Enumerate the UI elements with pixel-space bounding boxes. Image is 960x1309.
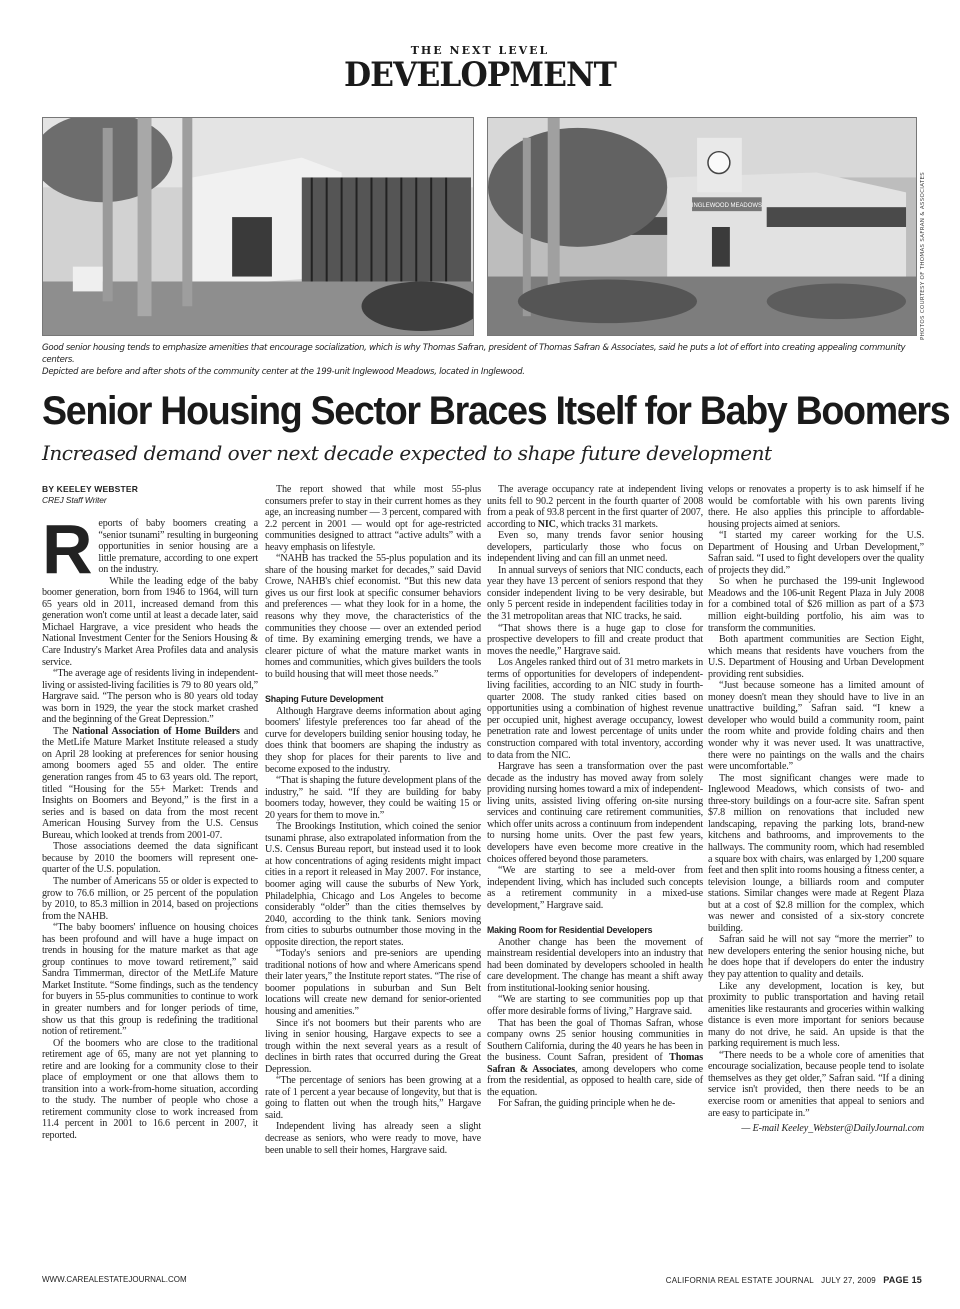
paragraph: Like any development, location is key, but proximity to public transportation and having retail amenities like restaurants and groceries within walking distance is even more important for seniors because many do not drive, he said. An upside is that the parking requirement is much less.	[708, 980, 924, 1050]
caption-line: Good senior housing tends to emphasize amenities that encourage socialization, which is why Thomas Safran, president of Thomas Safran & Associates, said he puts a lot of effort into creating appealing community centers.	[42, 343, 906, 365]
paragraph: Even so, many trends favor senior housing developers, particularly those who focus on independent living and can fill an unmet need.	[487, 530, 703, 565]
photo-credit: PHOTOS COURTESY OF THOMAS SAFRAN & ASSOCIATES	[920, 171, 926, 340]
author-role: CREJ Staff Writer	[42, 495, 107, 505]
subhead: Making Room for Residential Developers	[487, 925, 653, 936]
paragraph: “The percentage of seniors has been growing at a rate of 1 percent a year because of longevity, but that is going to flatten out when the trough hits,” Hargave said.	[265, 1075, 481, 1121]
paragraph: “We are starting to see communities pop up that offer more desirable forms of living,” Hargrave said.	[487, 994, 703, 1018]
paragraph: Both apartment communities are Section Eight, which means that residents have vouchers from the U.S. Department of Housing and Urban Development providing rent subsidies.	[708, 634, 924, 680]
paragraph: For Safran, the guiding principle when he de-	[498, 1098, 676, 1110]
building-sign: INGLEWOOD MEADOWS	[691, 203, 762, 210]
paragraph: Los Angeles ranked third out of 31 metro markets in terms of opportunities for developers of independent-living facilities, according to an NIC study in fourth-quarter 2008. The study ranked cities based on opportunities using a combination of highest revenue per occupied unit, highest average occupancy, lowest penetration rate and lowest percentage of units under construction compared with total inventory, according to data from the NIC.	[487, 657, 703, 761]
paragraph: The number of Americans 55 or older is expected to grow to 76.6 million, or 25 percent of the population by 2010, to 85.3 million in 2014, based on projections from the NAHB.	[42, 875, 258, 922]
photo-before-community-center	[42, 117, 474, 336]
paragraph: Another change has been the movement of mainstream residential developers into an industry that had been dominated by developers schooled in health care development. The change has meant a shift away from institutional-looking senior housing.	[487, 936, 703, 994]
paragraph: The report showed that while most 55-plus consumers prefer to stay in their current homes as they age, an increasing number — 3 percent, compared with 2.2 percent in 2001 — would opt for age-restricted communities designed to attract “active adults” with a heavy emphasis on lifestyle.	[265, 484, 481, 553]
headline: Senior Housing Sector Braces Itself for Baby Boomers	[42, 389, 950, 433]
section-title: DEVELOPMENT	[343, 55, 617, 95]
paragraph: While the leading edge of the baby boomer generation, born from 1946 to 1964, will turn 65 years old in 2011, increased demand from this generation won't come until at least a decade later, said Michael Hargrave, a vice president who heads the National Investment Center for the Seniors Housing & Care Industry's Market Area Profiles data and analysis service.	[42, 575, 258, 668]
author-email: — E-mail Keeley_Webster@DailyJournal.com	[741, 1123, 924, 1135]
page-footer	[42, 1274, 922, 1286]
section-kicker: THE NEXT LEVEL	[410, 44, 550, 57]
paragraph: The average occupancy rate at independent living units fell to 90.2 percent in the fourth quarter of 2008 from a peak of 93.8 percent in the first quarter of 2007, according to NIC, which tracks 31 markets.	[487, 484, 703, 530]
paragraph: “I started my career working for the U.S. Department of Housing and Urban Development,” Safran said. “I used to fight developers over the quality of projects they did.”	[708, 530, 924, 576]
drop-cap: R	[42, 510, 93, 588]
paragraph: “The baby boomers' influence on housing choices has been profound and will have a huge impact on trends in housing for the mature market as that age group continues to move toward retirement,” said Sandra Timmerman, director of the MetLife Mature Market Institute. “Some findings, such as the tendency for buyers in 55-plus communities to continue to work in greater numbers and for longer periods of time, show us that this group is redefining the traditional notion of retirement.”	[42, 922, 258, 1038]
paragraph: “The average age of residents living in independent-living or assisted-living facilities is 79 to 80 years old,” Hargrave said. “The person who is 80 years old today was born in 1929, the year the stock market crashed and the beginning of the Great Depression.”	[42, 668, 258, 726]
paragraph: In annual surveys of seniors that NIC conducts, each year they have 13 percent of seniors respond that they consider independent living to be very desirable, but only 5 percent reside in independent facilities today in the 31 metropolitan areas that NIC tracks, he said.	[487, 564, 703, 623]
paragraph: The most significant changes were made to Inglewood Meadows, which consists of two- and three-story buildings on a four-acre site. Safran spent $7.8 million on renovations that included new landscaping, repaving the parking lots, brand-new kitchens and bathrooms, and improvements to the hallways. The community room, which had resembled a square box with chairs, was enlarged by 1,200 square feet and then split into rooms housing a fitness center, a television lounge, a billiards room and computer stations. Similar changes were made at Regent Plaza but at a cost of $2.8 million for the complex, which was newer and consisted of a six-story concrete building.	[708, 772, 924, 934]
paragraph: The National Association of Home Builders and the MetLife Mature Market Institute released a study on April 28 looking at preferences for senior housing among boomers aged 55 and older. The entire generation ranges from 45 to 63 years old. The report, titled “Housing for the 55+ Market: Trends and Insights on Boomers and Beyond,” is the first in a series and is based on data from the most recent American Housing Survey from the U.S. Census Bureau, which looked at trends from 2001-07.	[42, 725, 258, 841]
paragraph: The Brookings Institution, which coined the senior tsunami phrase, also extrapolated information from the U.S. Census Bureau report, but instead used it to look at how concentrations of aging residents might impact cities in a report it released in May 2007. For instance, boomer aging will cause the suburbs of New York, Philadelphia, Chicago and Los Angeles to become considerably “older” than the cities themselves by 2040, according to the think tank. Seniors moving from cities to suburbs outnumber those moving in the opposite direction, the report states.	[265, 821, 481, 948]
footer-website: WWW.CAREALESTATEJOURNAL.COM	[42, 1275, 187, 1284]
article-column-2	[265, 484, 481, 1156]
paragraph: “That is shaping the future development plans of the industry,” he said. “If they are building for baby boomers today, however, they could be waiting 15 or 20 years for them to move in.”	[265, 775, 481, 821]
byline: BY KEELEY WEBSTER	[42, 484, 139, 494]
paragraph: “We are starting to see a meld-over from independent living, which has included such concepts as a retirement community in a mixed-use development,” Hargrave said.	[487, 865, 703, 911]
lead-paragraph: Reports of baby boomers creating a “senior tsunami” resulting in burgeoning opportunities in senior housing are a little premature, according to one expert on the industry.	[42, 510, 258, 588]
photo-after-community-center	[487, 117, 917, 336]
subhead: Shaping Future Development	[265, 694, 384, 705]
paragraph: “NAHB has tracked the 55-plus population and its share of the housing market for decades,” said David Crowe, NAHB's chief economist. “But this new data gives us our first look at specific consumer behaviors and preferences — what they look for in a home, the reasons why they move, the characteristics of the communities they choose — over an extended period of time. By examining emerging trends, we have a clearer picture of what the mature market wants in homes and communities, which gives builders the tools to build housing that will meet those needs.”	[265, 553, 481, 680]
footer-publication: CALIFORNIA REAL ESTATE JOURNAL JULY 27, 2009 PAGE 15	[665, 1275, 922, 1285]
photo-caption	[42, 342, 922, 378]
paragraph: Those associations deemed the data significant because by 2010 the boomers will represent one-quarter of the U.S. population.	[42, 841, 258, 876]
article-column-3	[487, 484, 703, 1110]
paragraph: velops or renovates a property is to ask himself if he would be comfortable with his own parents living there. He also applies this principle to affordable-housing projects aimed at seniors.	[708, 484, 924, 530]
paragraph: “That shows there is a huge gap to close for prospective developers to fill and create product that moves the needle,” Hargrave said.	[487, 622, 703, 657]
paragraph: “There needs to be a whole core of amenities that encourage socialization, because people tend to isolate themselves as they get older,” Safran said. “If a dining service isn't provided, then there needs to be an exercise room or amenities that appeal to seniors and are easy to participate in.”	[708, 1049, 924, 1119]
caption-line: Depicted are before and after shots of the community center at the 199-unit Inglewood Meadows, located in Inglewood.	[42, 367, 525, 377]
deck: Increased demand over next decade expected to shape future development	[42, 441, 772, 465]
masthead	[0, 44, 960, 93]
paragraph: Independent living has already seen a slight decrease as seniors, who were ready to move, have been unable to sell their homes, Hargrave said.	[265, 1121, 481, 1156]
paragraph: So when he purchased the 199-unit Inglewood Meadows and the 106-unit Regent Plaza in July 2008 for a combined total of $26 million as part of a $73 million eight-building portfolio, his aim was to transform the communities.	[708, 576, 924, 634]
page-number: PAGE 15	[883, 1275, 922, 1285]
paragraph: Hargrave has seen a transformation over the past decade as the industry has moved away from solely providing nursing homes toward a mix of independent-living units, assisted living offering on-site nursing services and continuing care retirement communities, which offer units across a continuum from independent to nursing home units. Over the past few years, developers have even become more creative in the choices offered beyond those parameters.	[487, 761, 703, 865]
paragraph: “Today's seniors and pre-seniors are upending traditional notions of how and where Americans spend their later years,” the Institute report states. “The rise of boomer populations in suburban and Sun Belt locations will create new demand for senior-oriented housing and amenities.”	[265, 948, 481, 1018]
paragraph: That has been the goal of Thomas Safran, whose company owns 25 senior housing communities in Southern California, during the 40 years he has been in the business. Count Safran, president of Thomas Safran & Associates, among developers who come from the residential, as opposed to health care, side of the equation.	[487, 1017, 703, 1098]
paragraph: Safran said he will not say “more the merrier” to new developers entering the senior housing niche, but he does hope that if developers do enter the industry they pay attention to quality and details.	[708, 934, 924, 980]
article-column-4	[708, 484, 924, 1135]
paragraph: Of the boomers who are close to the traditional retirement age of 65, many are not yet planning to retire and are looking for a community close to their place of employment or one that allows them to transition into a work-from-home situation, according to the study. The number of people who chose a retirement community close to work increased from 11.4 percent in 2001 to 16.6 percent in 2007, it reported.	[42, 1037, 258, 1141]
paragraph: “Just because someone has a limited amount of money doesn't mean they should have to live in an unattractive building,” Safran said. “I knew a developer who would build a community room, paint the room white and provide folding chairs and then wonder why it was never used. It was unattractive, there were no paintings on the walls and the chairs were uncomfortable.”	[708, 680, 924, 773]
paragraph: Although Hargrave deems information about aging boomers' lifestyle preferences too far ahead of the curve for developers building senior housing today, he does think that boomers are shaping the industry as they shop for places for their parents to live and become exposed to the industry.	[265, 705, 481, 775]
paragraph: Since it's not boomers but their parents who are living in senior housing, Hargave expects to see a trough within the next several years as a result of declines in birth rates that occurred during the Great Depression.	[265, 1017, 481, 1075]
article-column-1	[42, 484, 258, 1142]
